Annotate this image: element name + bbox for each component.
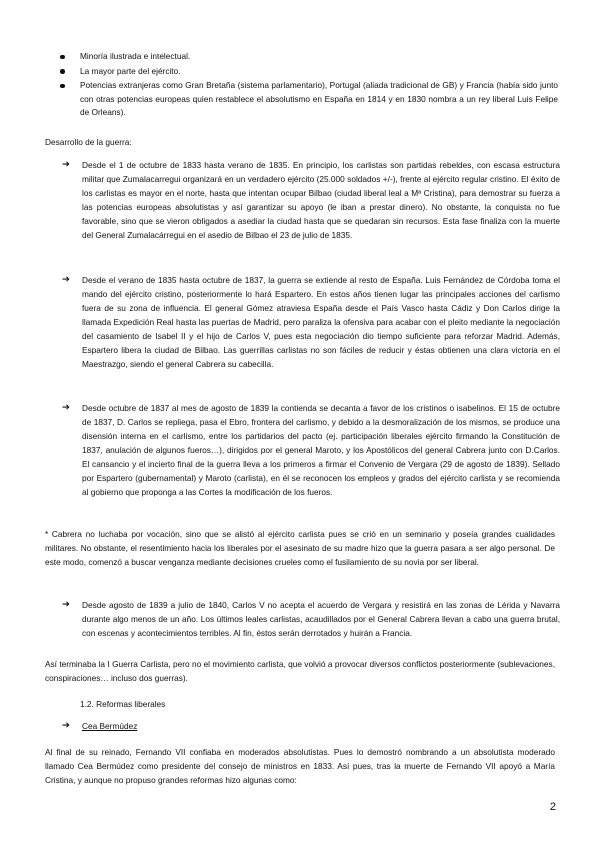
- cabrera-note: * Cabrera no luchaba por vocación, sino que se alistó al ejército carlista pues se crió en un seminario y poseía grandes cualidades militares. No obstante, el resentimiento hacia los liberales por el asesinato de su madre hizo que la guerra pasara a ser algo personal. De este modo, comenzó a buscar venganza mediante decisiones crueles como el fusilamiento de su novia por ser liberal.: [45, 529, 555, 567]
- list-item: Potencias extranjeras como Gran Bretaña (sistema parlamentario), Portugal (aliada tradicional de GB) y Francia (había sido junto con otras potencias europeas quien restablece el absolutismo en España en 1814 y en 1830 nombra a un rey liberal Luis Felipe de Orleans).: [58, 79, 558, 120]
- arrow-right-icon: ➔: [62, 720, 70, 731]
- phase-item: [62, 598, 560, 640]
- phase-item: [62, 158, 560, 242]
- list-item: La mayor parte del ejército.: [58, 65, 558, 79]
- phase-text: Desde el verano de 1835 hasta octubre de 1837, la guerra se extiende al resto de España. Luis Fernández de Córdoba toma el mando del ejército cristino, posteriormente lo hará Espartero. En estos años tienen lugar las principales acciones del carlismo fuera de su zona de influencia. El general Gómez atraviesa España desde el País Vasco hasta Cádiz y Don Carlos dirige la llamada Expedición Real hasta las puertas de Madrid, pero paraliza la ofensiva para acabar con el pleito mediante la negociación del casamiento de Isabel II y el hijo de Carlos V, pues esta negociación dio tiempo suficiente para reforzar Madrid. Además, Espartero libera la ciudad de Bilbao. Las guerrillas carlistas no son fáciles de reducir y éstas obtienen una clara victoria en el Maestrazgo, siendo el general Cabrera su cabecilla.: [82, 275, 560, 369]
- phase-item: [62, 273, 560, 371]
- arrow-right-icon: ➔: [62, 274, 70, 285]
- bullet-list: [58, 50, 558, 121]
- phase-item: [62, 401, 560, 499]
- bullet-dot-icon: [60, 84, 65, 89]
- phase-text: Desde octubre de 1837 al mes de agosto de 1839 la contienda se decanta a favor de los cristinos o isabelinos. El 15 de octubre de 1837, D. Carlos se repliega, pasa el Ebro, frontera del carlismo, y debido a la desmoralización de los mismos, se produce una disensión interna en el carlismo, entre los partidarios del pacto (ej. participación liberales ejército firmando la Constitución de 1837, anulación de algunos fueros…), dirigidos por el general Maroto, y los Apostólicos del general Cabrera junto con D.Carlos. El cansancio y el incierto final de la guerra lleva a los primeros a firmar el Convenio de Vergara (29 de agosto de 1839). Sellado por Espartero (gubernamental) y Maroto (carlista), en él se reconocen los empleos y grados del ejército carlista y se recomienda al gobierno que proponga a las Cortes la modificación de los fueros.: [82, 403, 560, 497]
- list-item: Minoría ilustrada e intelectual.: [58, 50, 558, 64]
- conclusion-paragraph: Así terminaba la I Guerra Carlista, pero no el movimiento carlista, que volvió a provocar diversos conflictos posteriormente (sublevaciones, conspiraciones… incluso dos guerras).: [45, 659, 555, 683]
- phase-text: Desde el 1 de octubre de 1833 hasta verano de 1835. En principio, los carlistas son partidas rebeldes, con escasa estructura militar que Zumalacarregui organizará en un verdadero ejército (25.000 soldados +/-), frente al ejército regular cristino. El éxito de los carlistas es mayor en el norte, hasta que intentan ocupar Bilbao (ciudad liberal leal a Mª Cristina), para demostrar su fuerza a las potencias europeas absolutistas y así garantizar su apoyo (le iban a prestar dinero). No obstante, la conquista no fue favorable, sino que se vieron obligados a asediar la ciudad hasta que se quedaran sin recursos. Esta fase finaliza con la muerte del General Zumalacárregui en el asedio de Bilbao el 23 de julio de 1835.: [82, 160, 560, 240]
- subsection-heading: Cea Bermúdez: [82, 721, 138, 731]
- arrow-right-icon: ➔: [62, 402, 70, 413]
- subsection-item: [62, 719, 560, 733]
- arrow-right-icon: ➔: [62, 159, 70, 170]
- desarrollo-title: Desarrollo de la guerra:: [45, 137, 132, 147]
- final-paragraph: Al final de su reinado, Fernando VII confiaba en moderados absolutistas. Pues lo demostró nombrando a un absolutista moderado llamado Cea Bermúdez como presidente del consejo de ministros en 1833. Así pues, tras la muerte de Fernando VII apoyó a María Cristina, y aunque no propuso grandes reformas hizo algunas como:: [45, 747, 555, 785]
- phase-text: Desde agosto de 1839 a julio de 1840, Carlos V no acepta el acuerdo de Vergara y resistirá en las zonas de Lérida y Navarra durante algo menos de un año. Los últimos leales carlistas, acaudillados por el General Cabrera llevan a cabo una guerra brutal, con escenas y acontecimientos terribles. Al fin, éstos serán derrotados y huirán a Francia.: [82, 600, 560, 638]
- page-number: 2: [549, 801, 556, 813]
- bullet-dot-icon: [60, 69, 65, 74]
- bullet-dot-icon: [60, 55, 65, 60]
- section-heading: 1.2. Reformas liberales: [80, 699, 166, 709]
- arrow-right-icon: ➔: [62, 599, 70, 610]
